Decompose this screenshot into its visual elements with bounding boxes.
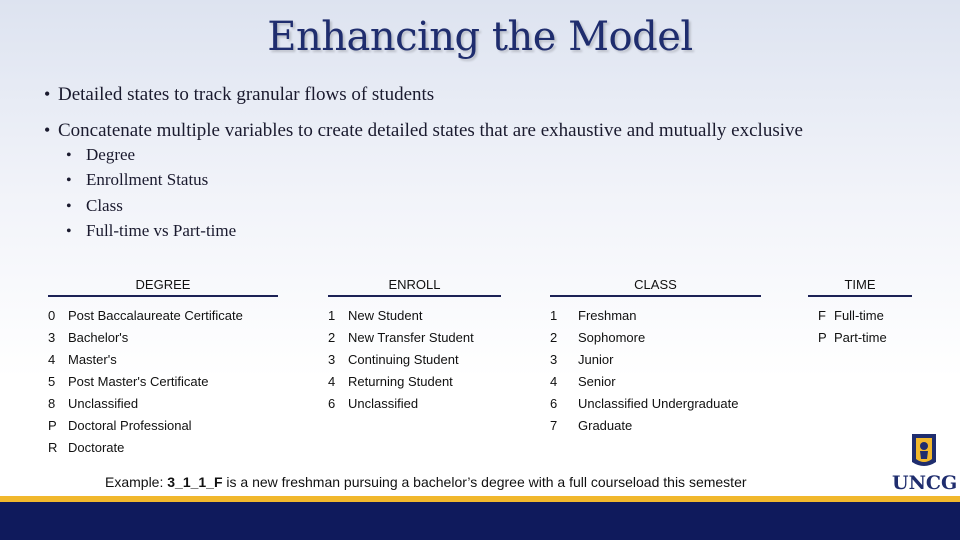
list-item [550, 349, 761, 371]
enroll-column [328, 275, 501, 415]
sub-bullet-degree [66, 145, 135, 165]
list-item [550, 415, 761, 437]
item-code: 2 [550, 330, 558, 345]
item-label: Freshman [578, 308, 637, 323]
item-label: Post Master's Certificate [68, 374, 209, 389]
list-item [328, 349, 501, 371]
list-item [328, 327, 501, 349]
item-code: 6 [328, 396, 336, 411]
sub-bullet-text: Full-time vs Part-time [86, 221, 237, 240]
item-label: Post Baccalaureate Certificate [68, 308, 243, 323]
list-item [808, 327, 912, 349]
footer-navy-bar [0, 502, 960, 540]
bullet-dot-icon: • [44, 84, 51, 104]
item-label: Unclassified [68, 396, 139, 411]
list-item [48, 305, 278, 327]
item-code: 1 [550, 308, 558, 323]
item-label: Continuing Student [348, 352, 459, 367]
item-label: Full-time [834, 308, 884, 323]
example-suffix: is a new freshman pursuing a bachelor’s degree with a full courseload this semester [222, 474, 747, 490]
list-item [550, 305, 761, 327]
list-item [48, 393, 278, 415]
item-label: Senior [578, 374, 616, 389]
sub-bullet-time [66, 221, 236, 241]
item-label: Part-time [834, 330, 887, 345]
item-label: Master's [68, 352, 117, 367]
list-item [550, 371, 761, 393]
sub-bullet-text: Enrollment Status [86, 170, 209, 189]
item-label: Returning Student [348, 374, 453, 389]
list-item [550, 393, 761, 415]
sub-bullet-text: Degree [86, 145, 136, 164]
degree-header: DEGREE [48, 275, 278, 297]
item-label: Unclassified [348, 396, 419, 411]
time-header: TIME [808, 275, 912, 297]
time-column [808, 275, 912, 349]
sub-bullet-enrollment [66, 170, 208, 190]
bullet-dot-icon: • [66, 223, 72, 240]
enroll-header: ENROLL [328, 275, 501, 297]
item-label: Sophomore [578, 330, 646, 345]
list-item [550, 327, 761, 349]
class-column [550, 275, 761, 437]
sub-bullet-class [66, 196, 123, 216]
item-code: 5 [48, 374, 56, 389]
item-code: R [48, 440, 58, 455]
item-code: F [818, 308, 826, 323]
item-label: New Transfer Student [348, 330, 474, 345]
example-code: 3_1_1_F [167, 474, 223, 490]
example-prefix: Example: [105, 474, 168, 490]
list-item [48, 349, 278, 371]
item-code: 1 [328, 308, 336, 323]
item-label: New Student [348, 308, 423, 323]
list-item [48, 437, 278, 459]
item-code: 3 [328, 352, 336, 367]
item-code: 6 [550, 396, 558, 411]
list-item [328, 393, 501, 415]
item-code: 4 [48, 352, 56, 367]
bullet-dot-icon: • [66, 147, 72, 164]
item-label: Unclassified Undergraduate [578, 396, 739, 411]
list-item [328, 371, 501, 393]
item-code: 7 [550, 418, 558, 433]
item-code: 2 [328, 330, 336, 345]
item-code: P [818, 330, 827, 345]
bullet-dot-icon: • [66, 198, 72, 215]
list-item [328, 305, 501, 327]
list-item [48, 415, 278, 437]
item-code: 4 [328, 374, 336, 389]
bullet-text: Concatenate multiple variables to create detailed states that are exhaustive and mutually exclusive [58, 120, 803, 141]
slide-title: Enhancing the Model [267, 14, 693, 60]
bullet-2 [44, 120, 803, 142]
item-label: Doctorate [68, 440, 125, 455]
item-label: Junior [578, 352, 614, 367]
item-code: 0 [48, 308, 56, 323]
bullet-dot-icon: • [66, 172, 72, 189]
bullet-dot-icon: • [44, 120, 51, 140]
list-item [808, 305, 912, 327]
sub-bullet-text: Class [86, 196, 123, 215]
bullet-1 [44, 84, 434, 106]
item-code: 3 [550, 352, 558, 367]
logo-text: UNCG [892, 472, 958, 494]
item-label: Doctoral Professional [68, 418, 192, 433]
degree-column [48, 275, 278, 459]
item-code: 8 [48, 396, 56, 411]
item-label: Bachelor's [68, 330, 129, 345]
class-header: CLASS [550, 275, 761, 297]
example-text [105, 474, 747, 490]
list-item [48, 327, 278, 349]
list-item [48, 371, 278, 393]
item-label: Graduate [578, 418, 633, 433]
item-code: 4 [550, 374, 558, 389]
item-code: 3 [48, 330, 56, 345]
bullet-text: Detailed states to track granular flows of students [58, 84, 435, 105]
item-code: P [48, 418, 57, 433]
